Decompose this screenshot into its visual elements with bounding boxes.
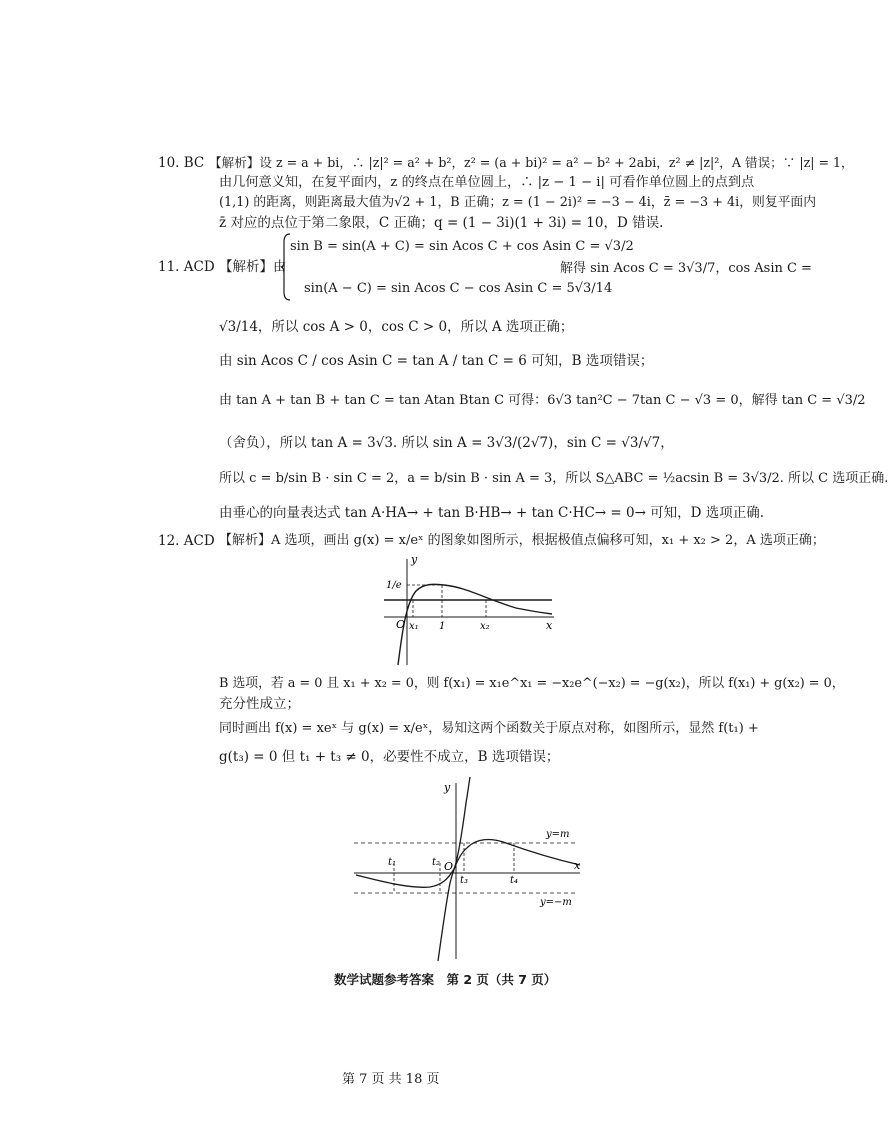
q10-number: 10. BC <box>158 155 205 171</box>
q11-eq-1: sin B = sin(A + C) = sin Acos C + cos Asin C = √3/2 <box>290 239 634 254</box>
figure-f-g-graph <box>350 773 586 963</box>
figure-g-graph <box>376 553 560 669</box>
fig2-line-top-label: y=m <box>546 829 570 840</box>
q11-line-5: （舍负），所以 tan A = 3√3. 所以 sin A = 3√3/(2√7)，sin C = √3/√7， <box>219 435 674 451</box>
fig2-t4: t₄ <box>510 875 519 886</box>
fig1-ylabel: y <box>411 553 418 566</box>
q12-line-2: B 选项，若 a = 0 且 x₁ + x₂ = 0，则 f(x₁) = x₁e^x₁ = −x₂e^(−x₂) = −g(x₂)，所以 f(x₁) + g(x₂) = 0， <box>219 676 845 691</box>
fig1-tick-1: 1 <box>439 621 446 632</box>
g-curve <box>398 584 552 665</box>
q11-line-2: √3/14，所以 cos A > 0，cos C > 0，所以 A 选项正确； <box>219 319 574 335</box>
q12-line-4: 同时画出 f(x) = xeˣ 与 g(x) = x/eˣ，易知这两个函数关于原点对称，如图所示，显然 f(t₁) + <box>219 721 759 736</box>
fig1-ytick: 1/e <box>386 580 402 591</box>
fig1-origin: O <box>396 618 406 631</box>
q11-number: 11. ACD <box>158 259 215 275</box>
fig2-xlabel: x <box>574 859 581 872</box>
q12-line-1: 【解析】A 选项，画出 g(x) = x/eˣ 的图象如图所示，根据极值点偏移可知，x₁ + x₂ > 2，A 选项正确； <box>219 533 825 548</box>
q11-solve: 解得 sin Acos C = 3√3/7，cos Asin C = <box>560 261 812 276</box>
fig1-xlabel: x <box>546 619 553 632</box>
q10-line-3: (1,1) 的距离，则距离最大值为√2 + 1，B 正确；z = (1 − 2i)² = −3 − 4i，z̄ = −3 + 4i，则复平面内 <box>219 195 817 210</box>
fig2-t1: t₁ <box>388 857 397 868</box>
q11-lead: 【解析】由 <box>219 259 287 275</box>
q11-line-4: 由 tan A + tan B + tan C = tan Atan Btan C 可得：6√3 tan²C − 7tan C − √3 = 0，解得 tan C = √3/2 <box>219 393 866 408</box>
q10-line-1: 【解析】设 z = a + bi，∴ |z|² = a² + b²，z² = (a + bi)² = a² − b² + 2abi，z² ≠ |z|²，A 错误；∵ |z| = 1， <box>209 155 854 170</box>
fig2-t2: t₂ <box>432 857 441 868</box>
q10-line-2: 由几何意义知，在复平面内，z 的终点在单位圆上，∴ |z − 1 − i| 可看作单位圆上的点到点 <box>219 175 755 190</box>
fig2-origin: O <box>444 860 454 873</box>
q11-line-7: 由垂心的向量表达式 tan A·HA→ + tan B·HB→ + tan C·HC→ = 0→ 可知，D 选项正确. <box>219 505 765 521</box>
fig1-tick-x2: x₂ <box>480 621 490 632</box>
page-number: 第 7 页 共 18 页 <box>342 1072 440 1087</box>
q11-line-6: 所以 c = b/sin B · sin C = 2，a = b/sin B · sin A = 3，所以 S△ABC = ½acsin B = 3√3/2. 所以 C 选项正确. <box>219 471 888 486</box>
q11-eq-2: sin(A − C) = sin Acos C − cos Asin C = 5√3/14 <box>304 281 613 296</box>
q11-line-3: 由 sin Acos C / cos Asin C = tan A / tan C = 6 可知，B 选项错误； <box>219 353 654 369</box>
fig2-t3: t₃ <box>460 875 469 886</box>
q12-line-3: 充分性成立； <box>219 696 300 712</box>
q12-number: 12. ACD <box>158 533 215 549</box>
q10-line-4: z̄ 对应的点位于第二象限，C 正确；q = (1 − 3i)(1 + 3i) = 10，D 错误. <box>219 215 664 231</box>
q12-line-5: g(t₃) = 0 但 t₁ + t₃ ≠ 0，必要性不成立，B 选项错误； <box>219 749 560 765</box>
fig1-tick-x1: x₁ <box>409 621 419 632</box>
fig2-line-bottom-label: y=−m <box>540 897 572 908</box>
fig2-ylabel: y <box>444 781 451 794</box>
answer-footer: 数学试题参考答案 第 2 页（共 7 页） <box>334 972 557 987</box>
